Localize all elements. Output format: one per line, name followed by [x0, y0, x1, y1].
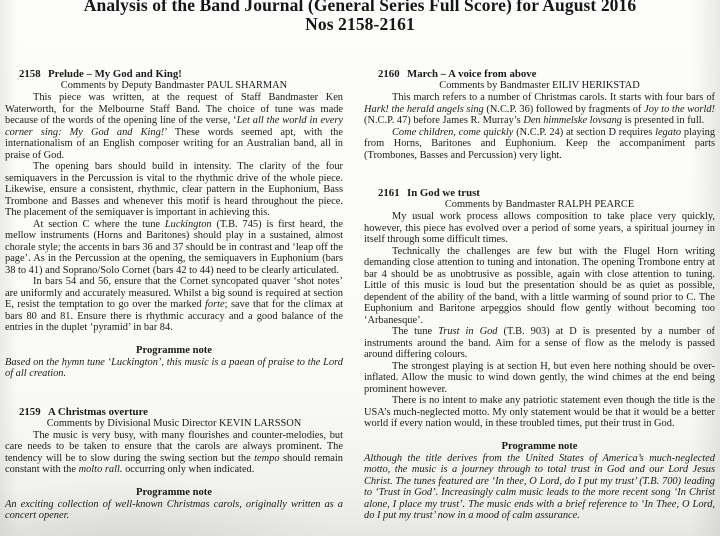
left-column	[5, 68, 343, 522]
programme-note-text: An exciting collection of well-known Christmas carols, originally written as a concert opener.	[5, 498, 343, 521]
section-number: 2161	[378, 187, 400, 199]
section-byline: Comments by Bandmaster RALPH PEARCE	[444, 199, 635, 210]
body-paragraph: This piece was written, at the request of Staff Bandmaster Ken Waterworth, for the Melbourne Staff Band. The choice of tune was made because of the words of the opening line of the verse, ‘Let all the world in every corner sing: My God and King!’ These words seemed apt, with the internationalism of an English composer writing for an Australian band, all in praise of God.	[5, 92, 343, 161]
body-paragraph: The strongest playing is at section H, but even here nothing should be over-inflated. Allow the music to wind down gently, the wind chimes at the end being prominent however.	[364, 360, 715, 395]
programme-note-heading: Programme note	[136, 344, 212, 356]
section-number: 2158	[19, 68, 41, 80]
body-paragraph: There is no intent to make any patriotic statement even though the title is the USA’s much-neglected motto. My only statement would be that it would be a better world if every nation would, in these troubled times, put their trust in God.	[364, 395, 715, 429]
body-paragraph: Come children, come quickly (N.C.P. 24) at section D requires legato playing from Horns, Baritones and Euphonium. Keep the accompaniment parts (Trombones, Basses and Percussion) very light.	[364, 126, 716, 161]
section-heading	[364, 187, 715, 199]
section-number: 2159	[19, 405, 41, 418]
section-heading	[364, 68, 715, 80]
body-paragraph: In bars 54 and 56, ensure that the Cornet syncopated quaver ‘shot notes’ are uniformly and accurately measured. Whilst a big sound is required at section E, resist the temptation to go over the marked forte; save that for the climax at bars 80 and 81. Ensure there is rhythmic accuracy and a good balance of the entries in the duplet ‘pyramid’ in bar 84.	[5, 276, 343, 333]
programme-note-heading: Programme note	[501, 440, 578, 452]
section-heading	[5, 406, 343, 418]
programme-note-heading: Programme note	[136, 486, 212, 498]
two-column-layout	[0, 68, 720, 522]
section-title: March – A voice from above	[407, 68, 537, 80]
body-paragraph: The tune Trust in God (T.B. 903) at D is presented by a number of instruments around the band. Aim for a sense of flow as the melody is passed around differing colours.	[364, 326, 715, 360]
section-number: 2160	[378, 68, 400, 80]
section-2160	[364, 68, 715, 161]
programme-note-text: Although the title derives from the United States of America’s much-neglected motto, the music is a journey through to total trust in God and our Lord Jesus Christ. The tunes featured are ‘In thee, O Lord, do I put my trust’ (T.B. 700) leading to ‘Trust in God’. Increasingly calm music leads to the more recent song ‘In Christ alone, I place my trust’. The music ends with a brief reference to ‘In Thee, O Lord, do I put my trust’ now in a mood of calm assurance.	[364, 452, 715, 521]
section-title: Prelude – My God and King!	[48, 68, 182, 80]
section-2161	[364, 187, 715, 522]
section-title: In God we trust	[407, 187, 480, 199]
programme-note-text: Based on the hymn tune ‘Luckington’, this music is a paean of praise to the Lord of all creation.	[5, 356, 343, 379]
section-byline: Comments by Bandmaster EILIV HERIKSTAD	[439, 80, 640, 91]
document-title	[0, 0, 720, 34]
section-byline: Comments by Deputy Bandmaster PAUL SHARMAN	[60, 80, 288, 91]
body-paragraph: The music is very busy, with many flourishes and counter-melodies, but care needs to be taken to ensure that the carols are always prominent. The tendency will be to slow during the swing section but the tempo should remain constant with the molto rall. occurring only when indicated.	[5, 429, 343, 475]
document-title-line2: Nos 2158-2161	[305, 14, 415, 34]
body-paragraph: This march refers to a number of Christmas carols. It starts with four bars of Hark! the herald angels sing (N.C.P. 36) followed by fragments of Joy to the world! (N.C.P. 47) before James R. Murray’s Den himmelske lovsang is presented in full.	[364, 92, 715, 126]
body-paragraph: Technically the challenges are few but with the Flugel Horn writing demanding close attention to tuning and intonation. The opening Trombone entry at bar 4 should be as unobtrusive as possible, again with close attention to tuning. Little of this music is loud but the presentation should be as quiet as possible, dependent of the ability of the band, with a little warming of sound prior to C. The Euphonium and Baritone arpeggios should flow gently without becoming too ‘Arbanesque’.	[364, 245, 715, 326]
section-title: A Christmas overture	[48, 405, 148, 418]
section-byline: Comments by Divisional Music Director KEVIN LARSSON	[46, 417, 302, 429]
section-heading	[5, 68, 343, 80]
body-paragraph: The opening bars should build in intensity. The clarity of the four semiquavers in the Percussion is vital to the rhythmic drive of the whole piece. Likewise, ensure a consistent, rhythmic, clear pattern in the Euphonium, Bass Trombone and Basses and whenever this motif is heard throughout the piece. The placement of the semiquaver is important in achieving this.	[5, 161, 343, 218]
right-column	[364, 68, 715, 522]
body-paragraph: My usual work process allows composition to take place very quickly, however, this piece has evolved over a period of some years, a spiritual journey in itself through some difficult times.	[364, 211, 715, 245]
section-2159	[5, 406, 343, 522]
document-title-line1: Analysis of the Band Journal (General Series Full Score) for August 2016	[83, 0, 637, 15]
section-2158	[5, 68, 343, 380]
body-paragraph: At section C where the tune Luckington (T.B. 745) is first heard, the mellow instruments (Horns and Baritones) should play in a sustained, almost chorale style; the accents in bars 36 and 37 should be in contrast and ‘leap off the page’. As in the Percussion at the opening, the semiquavers in Euphonium (bars 38 to 41) and Soprano/Solo Cornet (bars 42 to 44) need to be clearly articulated.	[5, 218, 343, 276]
